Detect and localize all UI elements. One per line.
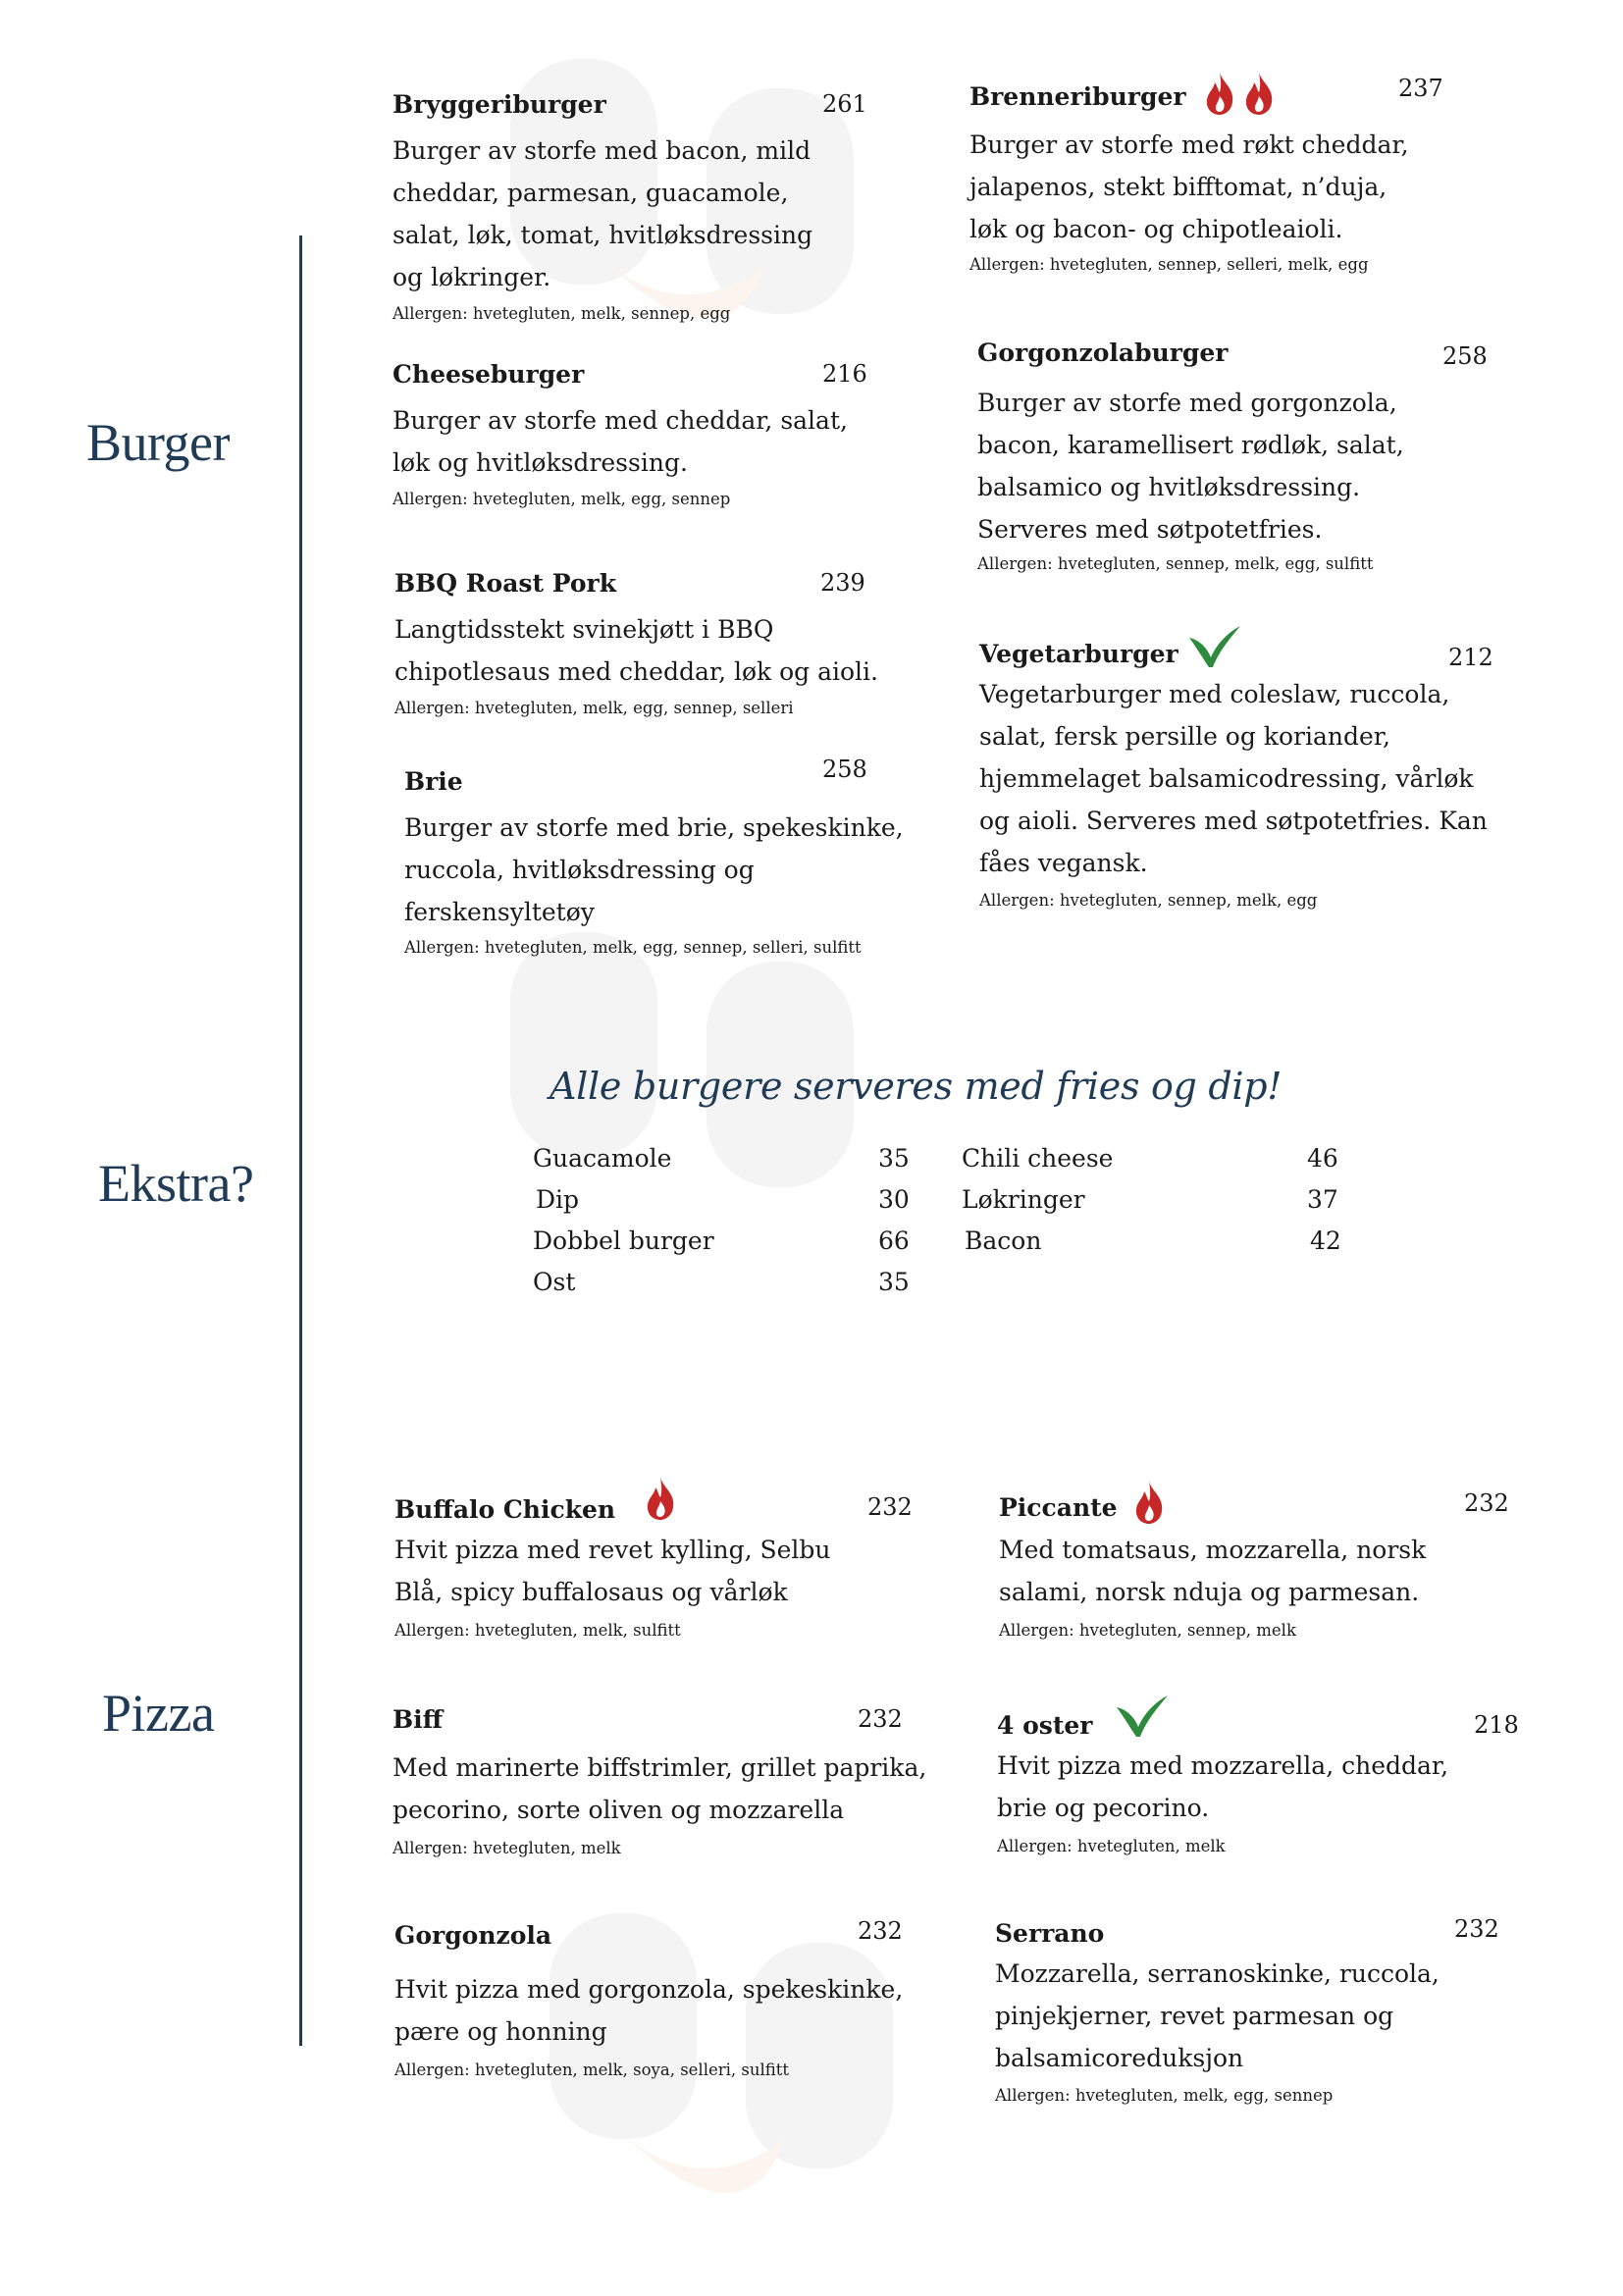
item-allergen: Allergen: hvetegluten, melk, sulfitt [394,1621,681,1640]
item-description: Vegetarburger med coleslaw, ruccola, salat, fersk persille og koriander, hjemmelaget balsamicodressing, vårløk og aioli. Serveres med søtpotetfries. Kan fåes vegansk. [979,680,1488,877]
extra-name: Dobbel burger [533,1226,714,1255]
extra-item-ost [533,1268,916,1303]
item-allergen: Allergen: hvetegluten, melk, egg, sennep, selleri [394,699,794,717]
menu-item-gorgonzolaburger [977,339,1527,584]
item-description: Mozzarella, serranoskinke, ruccola, pinjekjerner, revet parmesan og balsamicoreduksjon [995,1959,1440,2072]
item-name: Brenneriburger [969,82,1186,111]
item-allergen: Allergen: hvetegluten, melk, egg, sennep [393,490,731,508]
item-description: Burger av storfe med gorgonzola, bacon, karamellisert rødløk, salat, balsamico og hvitløksdressing. Serveres med søtpotetfries. [977,389,1404,544]
item-description: Burger av storfe med røkt cheddar, jalapenos, stekt bifftomat, n’duja, løk og bacon- og chipotleaioli. [969,130,1409,243]
section-divider-line [299,235,302,2046]
extra-item-lokringer [962,1185,1344,1221]
item-price: 216 [822,360,867,388]
fire-icon [1203,71,1236,120]
extra-price: 42 [1310,1226,1341,1255]
slogan: Alle burgere serveres med fries og dip! [550,1065,1283,1108]
item-name: Bryggeriburger [393,90,606,119]
item-description: Hvit pizza med gorgonzola, spekeskinke, pære og honning [394,1975,904,2046]
item-name: Gorgonzola [394,1921,552,1950]
item-name: Biff [393,1705,444,1734]
item-name: Piccante [999,1493,1118,1522]
item-allergen: Allergen: hvetegluten, sennep, melk, egg, sulfitt [977,554,1374,573]
item-price: 232 [858,1705,903,1733]
item-price: 232 [1464,1489,1509,1517]
item-price: 232 [858,1917,903,1945]
extra-price: 30 [878,1185,910,1214]
item-name: Brie [404,767,463,796]
extra-item-guacamole [533,1144,916,1179]
extra-price: 35 [878,1268,910,1296]
extra-price: 66 [878,1226,910,1255]
item-allergen: Allergen: hvetegluten, melk, egg, sennep, selleri, sulfitt [404,938,862,957]
item-description: Hvit pizza med revet kylling, Selbu Blå, spicy buffalosaus og vårløk [394,1536,831,1606]
menu-item-gorgonzola [394,1917,944,2079]
item-price: 261 [822,90,867,118]
item-name: Buffalo Chicken [394,1495,616,1524]
menu-item-cheeseburger [393,360,883,517]
item-description: Med marinerte biffstrimler, grillet paprika, pecorino, sorte oliven og mozzarella [393,1753,927,1824]
fire-icon [1242,71,1276,120]
item-price: 237 [1398,75,1443,102]
leaf-icon [1187,624,1242,673]
item-allergen: Allergen: hvetegluten, sennep, selleri, melk, egg [969,255,1369,274]
item-name: Cheeseburger [393,360,585,389]
item-description: Langtidsstekt svinekjøtt i BBQ chipotlesaus med cheddar, løk og aioli. [394,615,878,686]
extra-name: Løkringer [962,1185,1085,1214]
item-allergen: Allergen: hvetegluten, sennep, melk, egg [979,891,1318,910]
menu-item-vegetarburger [979,640,1548,924]
menu-item-bbq-roast-pork [394,569,905,726]
item-price: 258 [822,756,867,783]
item-description: Burger av storfe med cheddar, salat, løk og hvitløksdressing. [393,406,848,477]
item-allergen: Allergen: hvetegluten, melk [997,1837,1226,1855]
leaf-icon [1115,1694,1170,1743]
menu-item-brie [404,756,915,964]
item-price: 218 [1474,1711,1519,1739]
menu-item-piccante [999,1489,1548,1650]
item-price: 212 [1448,644,1493,671]
extra-name: Bacon [965,1226,1042,1255]
extra-item-dobbel-burger [533,1226,916,1262]
menu-item-buffalo-chicken [394,1495,924,1652]
extra-price: 35 [878,1144,910,1173]
item-allergen: Allergen: hvetegluten, melk, sennep, egg [393,304,731,323]
fire-icon [644,1476,677,1525]
item-name: Gorgonzolaburger [977,339,1229,367]
extra-name: Chili cheese [962,1144,1114,1173]
menu-item-4-oster [997,1711,1546,1868]
menu-item-brenneriburger [969,75,1519,288]
extra-name: Ost [533,1268,576,1296]
menu-item-biff [393,1705,942,1862]
section-title-ekstra: Ekstra? [98,1154,254,1213]
extra-item-dip [536,1185,918,1221]
item-name: Serrano [995,1919,1105,1948]
item-name: BBQ Roast Pork [394,569,617,598]
item-description: Med tomatsaus, mozzarella, norsk salami, norsk nduja og parmesan. [999,1536,1427,1606]
menu-item-serrano [995,1915,1544,2115]
section-title-burger: Burger [86,413,230,472]
item-price: 232 [1454,1915,1499,1943]
fire-icon [1132,1480,1166,1529]
extra-price: 46 [1307,1144,1338,1173]
item-price: 258 [1442,342,1488,370]
extra-name: Guacamole [533,1144,672,1173]
extra-price: 37 [1307,1185,1338,1214]
item-name: 4 oster [997,1711,1093,1740]
item-price: 232 [867,1493,913,1521]
extra-item-bacon [965,1226,1347,1262]
item-name: Vegetarburger [979,640,1178,668]
item-description: Hvit pizza med mozzarella, cheddar, brie og pecorino. [997,1751,1449,1822]
extra-name: Dip [536,1185,580,1214]
item-allergen: Allergen: hvetegluten, melk, soya, selleri, sulfitt [394,2061,790,2079]
item-allergen: Allergen: hvetegluten, sennep, melk [999,1621,1296,1640]
menu-item-bryggeriburger [393,90,883,336]
extra-item-chili-cheese [962,1144,1344,1179]
item-allergen: Allergen: hvetegluten, melk, egg, sennep [995,2086,1334,2105]
item-description: Burger av storfe med brie, spekeskinke, ruccola, hvitløksdressing og ferskensyltetøy [404,813,904,926]
section-title-pizza: Pizza [102,1684,215,1743]
item-description: Burger av storfe med bacon, mild cheddar, parmesan, guacamole, salat, løk, tomat, hvitløksdressing og løkringer. [393,136,813,291]
item-allergen: Allergen: hvetegluten, melk [393,1839,621,1857]
item-price: 239 [820,569,865,597]
